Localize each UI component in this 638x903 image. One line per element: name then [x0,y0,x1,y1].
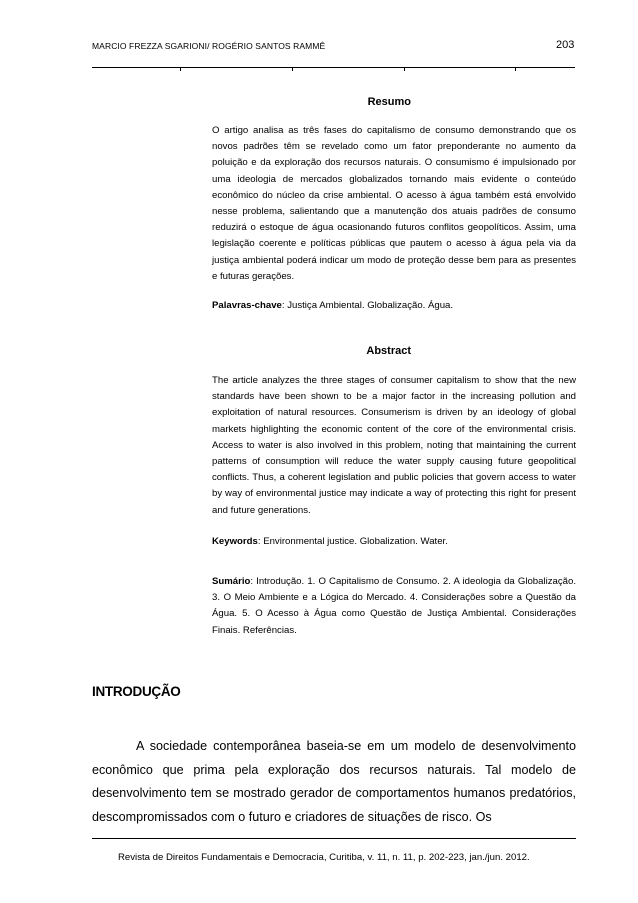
footer-citation: Revista de Direitos Fundamentais e Democracia, Curitiba, v. 11, n. 11, p. 202-223, jan./jun. 2012. [118,852,530,863]
resumo-text: O artigo analisa as três fases do capitalismo de consumo demonstrando que os novos padrões têm se revelado como um fator preponderante no aumento da poluição e da exploração dos recursos naturais. O consumismo é impulsionado por uma ideologia de mercados globalizados tornando mais evidente o conteúdo econômico do núcleo da crise ambiental. O acesso à água também está envolvido nesse problema, salientando que a manutenção dos atuais padrões de consumo reduzirá o estoque de água ocasionando futuros conflitos geopolíticos. Assim, uma legislação coerente e políticas públicas que pautem o acesso à água pela via da justiça ambiental poderá indicar um modo de proteção desse bem para as presentes e futuras gerações. [212,125,576,282]
abstract-text: The article analyzes the three stages of consumer capitalism to show that the new standards have been shown to be a major factor in the increasing pollution and exploitation of natural resources. Consumerism is driven by an ideology of global markets highlighting the economic content of the core of the environmental crisis. Access to water is also involved in this problem, noting that maintaining the current patterns of consumption will reduce the water supply causing future geopolitical conflicts. Thus, a coherent legislation and public policies that govern access to water by way of environmental justice may indicate a way of protecting this right for present and future generations. [212,375,576,516]
resumo-keywords [212,298,576,314]
rule-tick [180,67,181,71]
abstract-keywords [212,534,576,550]
running-header-authors: MARCIO FREZZA SGARIONI/ ROGÉRIO SANTOS RAMMÊ [92,41,326,51]
keywords-label: Palavras-chave [212,300,282,311]
keywords-values: : Justiça Ambiental. Globalização. Água. [281,300,454,311]
sumario [212,574,576,639]
page-number: 203 [556,39,575,51]
footer-rule [92,838,576,839]
sumario-text: : Introdução. 1. O Capitalismo de Consumo. 2. A ideologia da Globalização. 3. O Meio Ambiente e a Lógica do Mercado. 4. Considerações sobre a Questão da Água. 5. O Acesso à Água como Questão de Justiça Ambiental. Considerações Finais. Referências. [212,576,576,636]
rule-tick [515,67,516,71]
resumo-heading: Resumo [367,96,411,108]
rule-tick [292,67,293,71]
sumario-label: Sumário [212,576,251,587]
keywords-label: Keywords [212,536,258,547]
intro-paragraph: A sociedade contemporânea baseia-se em um modelo de desenvolvimento econômico que prima pela exploração dos recursos naturais. Tal modelo de desenvolvimento tem se mostrado gerador de comportamentos humanos predatórios, descompromissados com o futuro e criadores de situações de risco. Os [92,739,576,824]
rule-tick [404,67,405,71]
header-rule [92,67,575,68]
abstract-heading: Abstract [366,345,411,357]
section-title-introducao: INTRODUÇÃO [92,684,181,699]
keywords-values: : Environmental justice. Globalization. Water. [257,536,448,547]
